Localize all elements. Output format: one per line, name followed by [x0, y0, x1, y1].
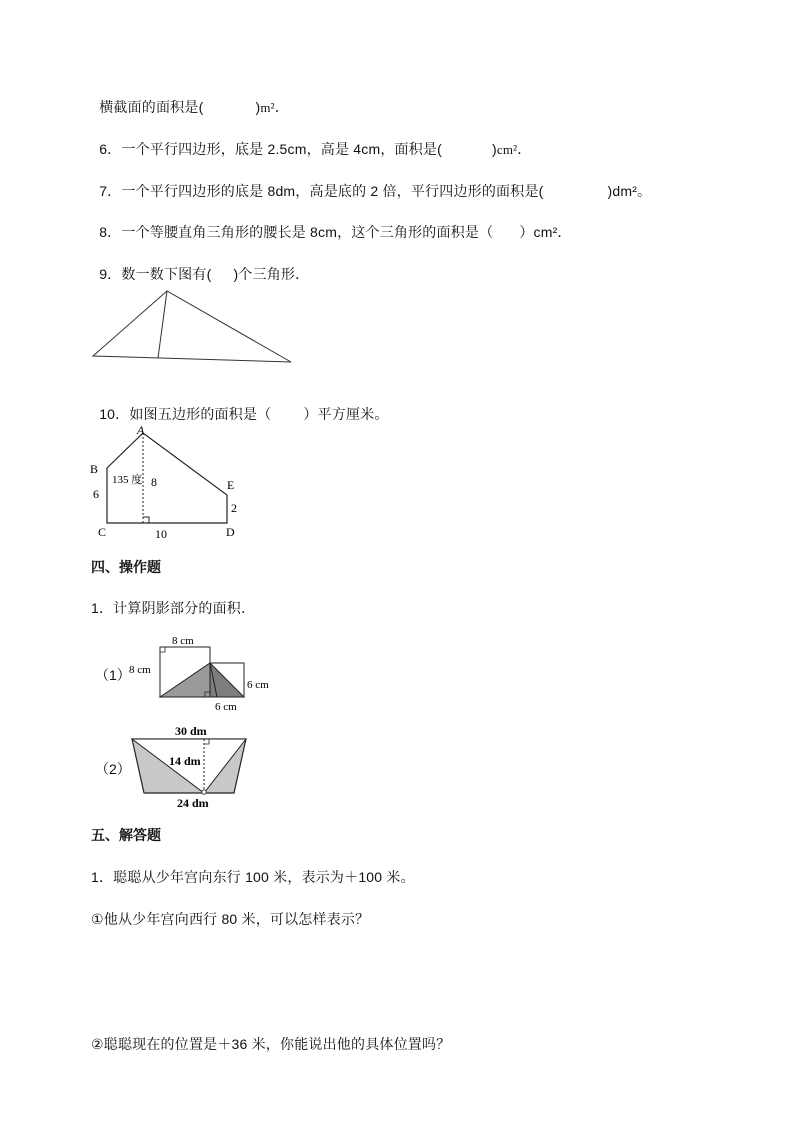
label-e: E	[227, 478, 235, 492]
question-text: 6．一个平行四边形，底是 2.5cm，高是 4cm，面积是(	[99, 141, 442, 157]
sub-question-2: ②聪聪现在的位置是＋36 米，你能说出他的具体位置吗？	[91, 1036, 451, 1052]
sub-question-1: ①他从少年宫向西行 80 米，可以怎样表示？	[91, 911, 370, 927]
angle-label: 135 度	[112, 474, 143, 486]
punct: ．	[274, 99, 289, 115]
bottom-label: 24 dm	[177, 796, 209, 810]
question-text: 横截面的面积是(	[99, 99, 204, 115]
section-4-question-1: 1．计算阴影部分的面积．	[91, 600, 256, 616]
top-label: 8 cm	[172, 635, 194, 647]
vertex-point	[202, 790, 206, 794]
triangle-figure	[88, 286, 298, 366]
label-d: D	[226, 525, 235, 539]
section-5-question-1: 1．聪聪从少年宫向东行 100 米，表示为＋100 米。	[91, 869, 415, 885]
question-text: 8．一个等腰直角三角形的腰长是 8cm，这个三角形的面积是（	[99, 224, 494, 240]
left-label: 8 cm	[129, 664, 151, 676]
section-4-title: 四、操作题	[91, 559, 161, 575]
outer-triangle	[93, 291, 291, 362]
bottom-label: 10	[155, 527, 167, 541]
shaded-right-triangle	[210, 663, 244, 697]
part-1-label: （1）	[95, 667, 131, 683]
left-side-label: 6	[93, 487, 99, 501]
paren-close: )	[255, 99, 261, 115]
paren-close: )	[492, 141, 497, 157]
right-side-label: 2	[231, 501, 237, 515]
punct: ．	[517, 141, 532, 157]
right-angle-mark	[160, 647, 165, 652]
paren-close: )dm²。	[607, 183, 652, 199]
question-10	[91, 388, 389, 424]
question-text: 9．数一数下图有(	[99, 266, 212, 282]
top-label: 30 dm	[175, 724, 207, 738]
height-label: 8	[151, 475, 157, 489]
label-b: B	[90, 462, 99, 476]
question-8	[91, 206, 572, 242]
question-9	[91, 248, 309, 284]
label-a: A	[137, 423, 145, 437]
question-6	[91, 123, 531, 159]
paren-close: )个三角形．	[233, 266, 310, 282]
question-text: 10．如图五边形的面积是（	[99, 406, 272, 422]
right-label: 6 cm	[247, 679, 269, 691]
section-5-title: 五、解答题	[91, 827, 161, 843]
label-c: C	[98, 525, 107, 539]
paren-close: ）cm²．	[519, 224, 572, 240]
right-angle-mark	[143, 517, 149, 523]
shaded-squares-figure	[125, 630, 285, 715]
pentagon-figure	[85, 420, 255, 545]
paren-close: ）平方厘米。	[303, 406, 389, 422]
question-text: 7．一个平行四边形的底是 8dm，高是底的 2 倍，平行四边形的面积是(	[99, 183, 544, 199]
inner-line	[158, 291, 167, 358]
unit: cm²	[496, 142, 518, 157]
question-7	[91, 165, 651, 201]
height-label: 14 dm	[169, 754, 201, 768]
shaded-left-triangle	[160, 663, 210, 697]
bottom-label: 6 cm	[215, 701, 237, 713]
question-5-tail	[91, 81, 289, 117]
part-2-label: （2）	[95, 761, 131, 777]
unit: m²	[260, 100, 275, 115]
trapezoid-figure	[125, 722, 260, 812]
